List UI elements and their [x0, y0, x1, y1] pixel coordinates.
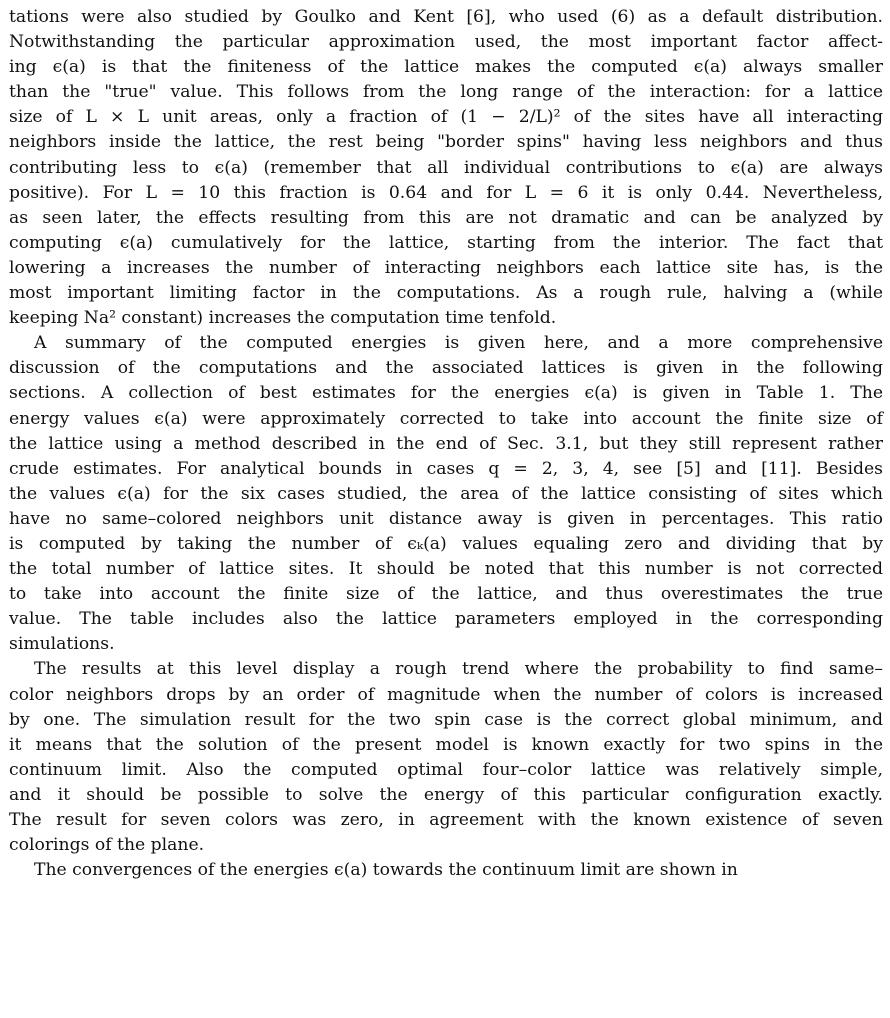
text-line: value. The table includes also the lattice parameters employed in the corresponding: [9, 609, 883, 630]
text-line: neighbors inside the lattice, the rest being "border spins" having less neighbors and thus: [9, 132, 883, 153]
text-line: ing ϵ(a) is that the finiteness of the lattice makes the computed ϵ(a) always smaller: [9, 57, 883, 78]
text-line: most important limiting factor in the computations. As a rough rule, halving a (while: [9, 283, 883, 304]
text-line: simulations.: [9, 634, 115, 655]
text-line: is computed by taking the number of ϵₖ(a) values equaling zero and dividing that by: [9, 533, 883, 554]
text-line: computing ϵ(a) cumulatively for the lattice, starting from the interior. The fact that: [9, 232, 883, 253]
text-line: it means that the solution of the present model is known exactly for two spins in the: [9, 734, 883, 755]
text-line: positive). For L = 10 this fraction is 0.64 and for L = 6 it is only 0.44. Nevertheless,: [9, 182, 883, 203]
text-line: have no same–colored neighbors unit distance away is given in percentages. This ratio: [9, 508, 883, 529]
text-line: the lattice using a method described in the end of Sec. 3.1, but they still represent rather: [9, 433, 883, 454]
text-line: the values ϵ(a) for the six cases studied, the area of the lattice consisting of sites which: [9, 483, 883, 504]
text-line: A summary of the computed energies is given here, and a more comprehensive: [34, 333, 883, 354]
text-line: lowering a increases the number of interacting neighbors each lattice site has, is the: [9, 257, 883, 278]
text-line: crude estimates. For analytical bounds in cases q = 2, 3, 4, see [5] and [11]. Besides: [9, 458, 883, 479]
text-line: sections. A collection of best estimates for the energies ϵ(a) is given in Table 1. The: [9, 383, 883, 404]
text-line: Notwithstanding the particular approximation used, the most important factor affect-: [9, 32, 883, 53]
text-line: contributing less to ϵ(a) (remember that all individual contributions to ϵ(a) are always: [9, 157, 883, 178]
text-line: to take into account the finite size of the lattice, and thus overestimates the true: [9, 584, 883, 605]
text-line: tations were also studied by Goulko and Kent [6], who used (6) as a default distribution.: [9, 7, 883, 27]
text-line: and it should be possible to solve the energy of this particular configuration exactly.: [9, 784, 883, 805]
text-line: The results at this level display a rough trend where the probability to find same–: [34, 659, 883, 680]
paragraph-3: [9, 657, 883, 858]
text-line: than the "true" value. This follows from the long range of the interaction: for a lattice: [9, 82, 883, 103]
text-line: color neighbors drops by an order of magnitude when the number of colors is increased: [9, 684, 883, 705]
text-line: size of L × L unit areas, only a fraction of (1 − 2/L)² of the sites have all interacting: [9, 107, 883, 128]
text-line: by one. The simulation result for the two spin case is the correct global minimum, and: [9, 709, 883, 730]
text-line: colorings of the plane.: [9, 835, 205, 856]
text-line: keeping Na² constant) increases the computation time tenfold.: [9, 308, 557, 329]
text-line: energy values ϵ(a) were approximately corrected to take into account the finite size of: [9, 408, 883, 429]
paragraph-2: [9, 331, 883, 657]
paragraph-4: [9, 858, 883, 883]
text-line: The result for seven colors was zero, in agreement with the known existence of seven: [9, 810, 883, 830]
text-line: continuum limit. Also the computed optimal four–color lattice was relatively simple,: [9, 759, 883, 780]
text-line: as seen later, the effects resulting from this are not dramatic and can be analyzed by: [9, 207, 883, 228]
paragraph-1: [9, 5, 883, 331]
text-line: the total number of lattice sites. It should be noted that this number is not corrected: [9, 559, 883, 580]
text-line: discussion of the computations and the associated lattices is given in the following: [9, 358, 883, 379]
text-line: The convergences of the energies ϵ(a) towards the continuum limit are shown in: [34, 860, 738, 881]
